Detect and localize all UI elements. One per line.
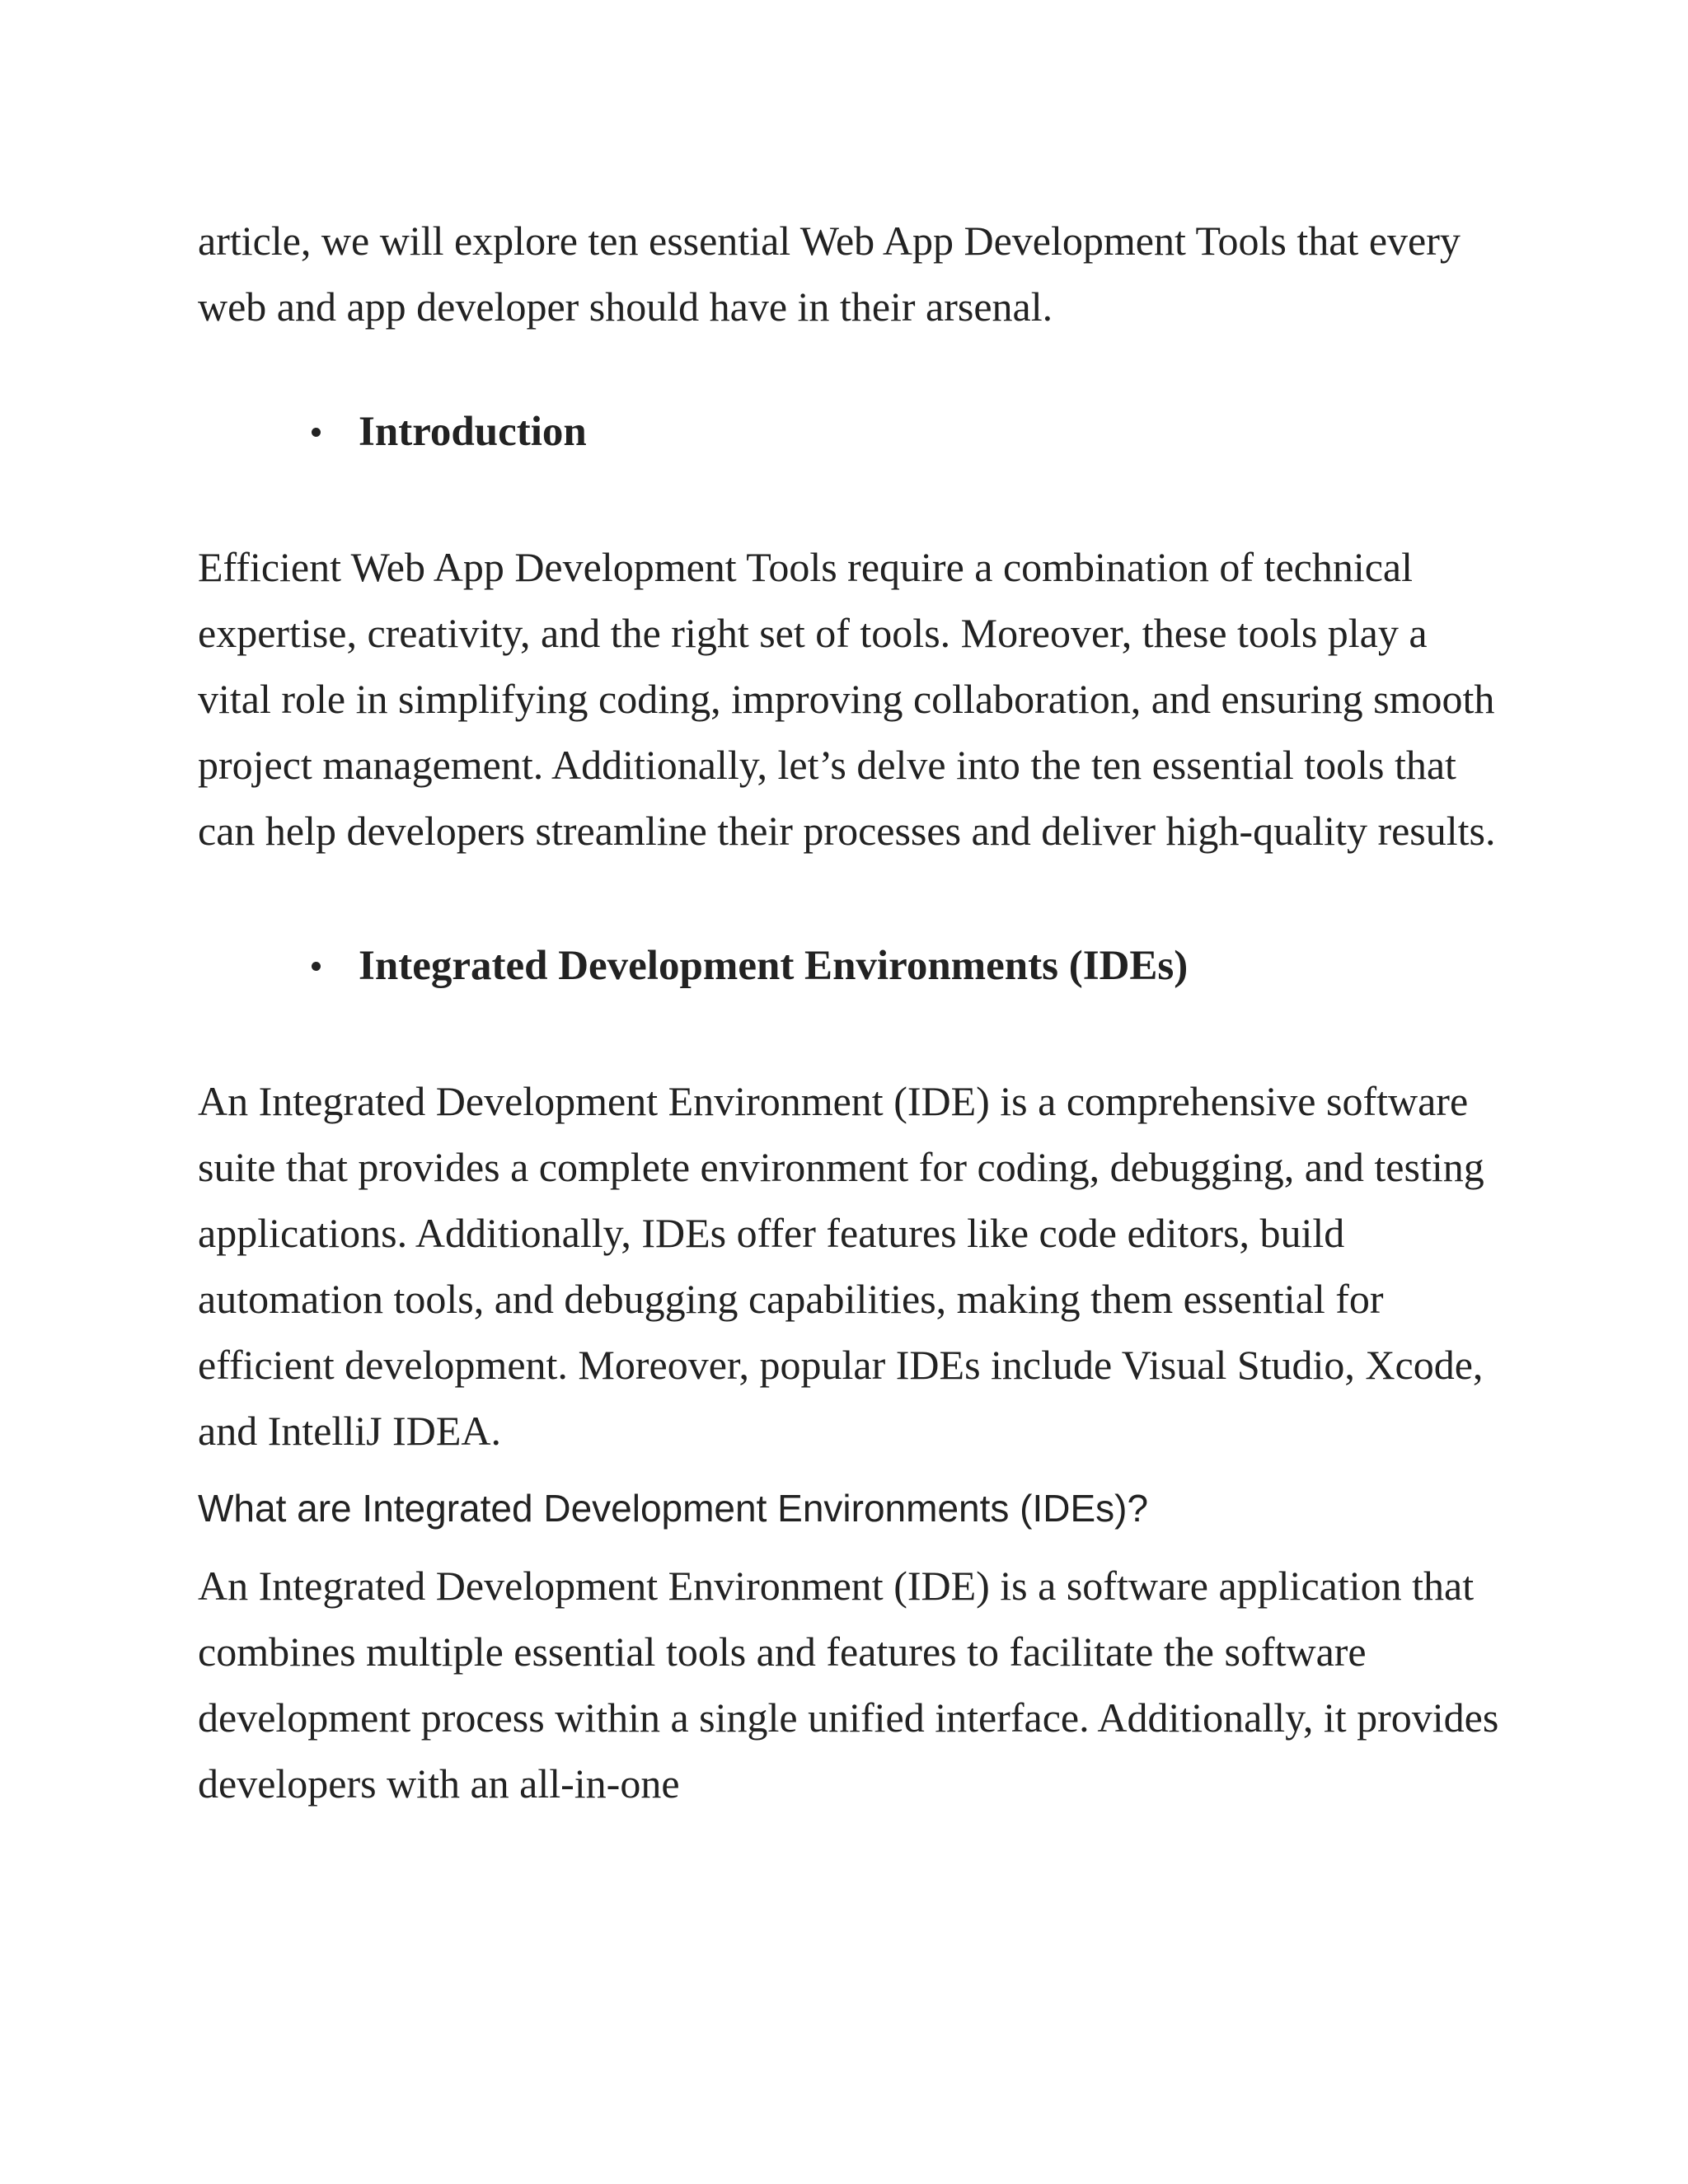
article-content [198, 208, 1500, 1816]
ides-heading-item [198, 933, 1500, 999]
introduction-heading-item [198, 399, 1500, 465]
intro-paragraph: article, we will explore ten essential Web App Development Tools that every web and app developer should have in their arsenal. [198, 218, 1461, 330]
ides-heading-list [198, 933, 1500, 999]
what-are-ides-subheading: What are Integrated Development Environments (IDEs)? [198, 1487, 1149, 1530]
introduction-paragraph: Efficient Web App Development Tools require a combination of technical expertise, creativity, and the right set of tools. Moreover, these tools play a vital role in simplifying coding, improving collaboration, and ensuring smooth project management. Additionally, let’s delve into the ten essential tools that can help developers streamline their processes and deliver high-quality results. [198, 544, 1496, 854]
ides-paragraph: An Integrated Development Environment (IDE) is a comprehensive software suite that provides a complete environment for coding, debugging, and testing applications. Additionally, IDEs offer features like code editors, build automation tools, and debugging capabilities, making them essential for efficient development. Moreover, popular IDEs include Visual Studio, Xcode, and IntelliJ IDEA. [198, 1078, 1484, 1454]
introduction-heading-list [198, 399, 1500, 465]
introduction-heading: Introduction [359, 409, 587, 455]
bullet-icon [312, 428, 321, 437]
ides-heading: Integrated Development Environments (IDEs) [359, 943, 1189, 989]
bullet-icon [312, 962, 321, 971]
what-are-ides-paragraph: An Integrated Development Environment (IDE) is a software application that combines multiple essential tools and features to facilitate the software development process within a single unified interface. Additionally, it provides developers with an all-in-one [198, 1563, 1499, 1807]
